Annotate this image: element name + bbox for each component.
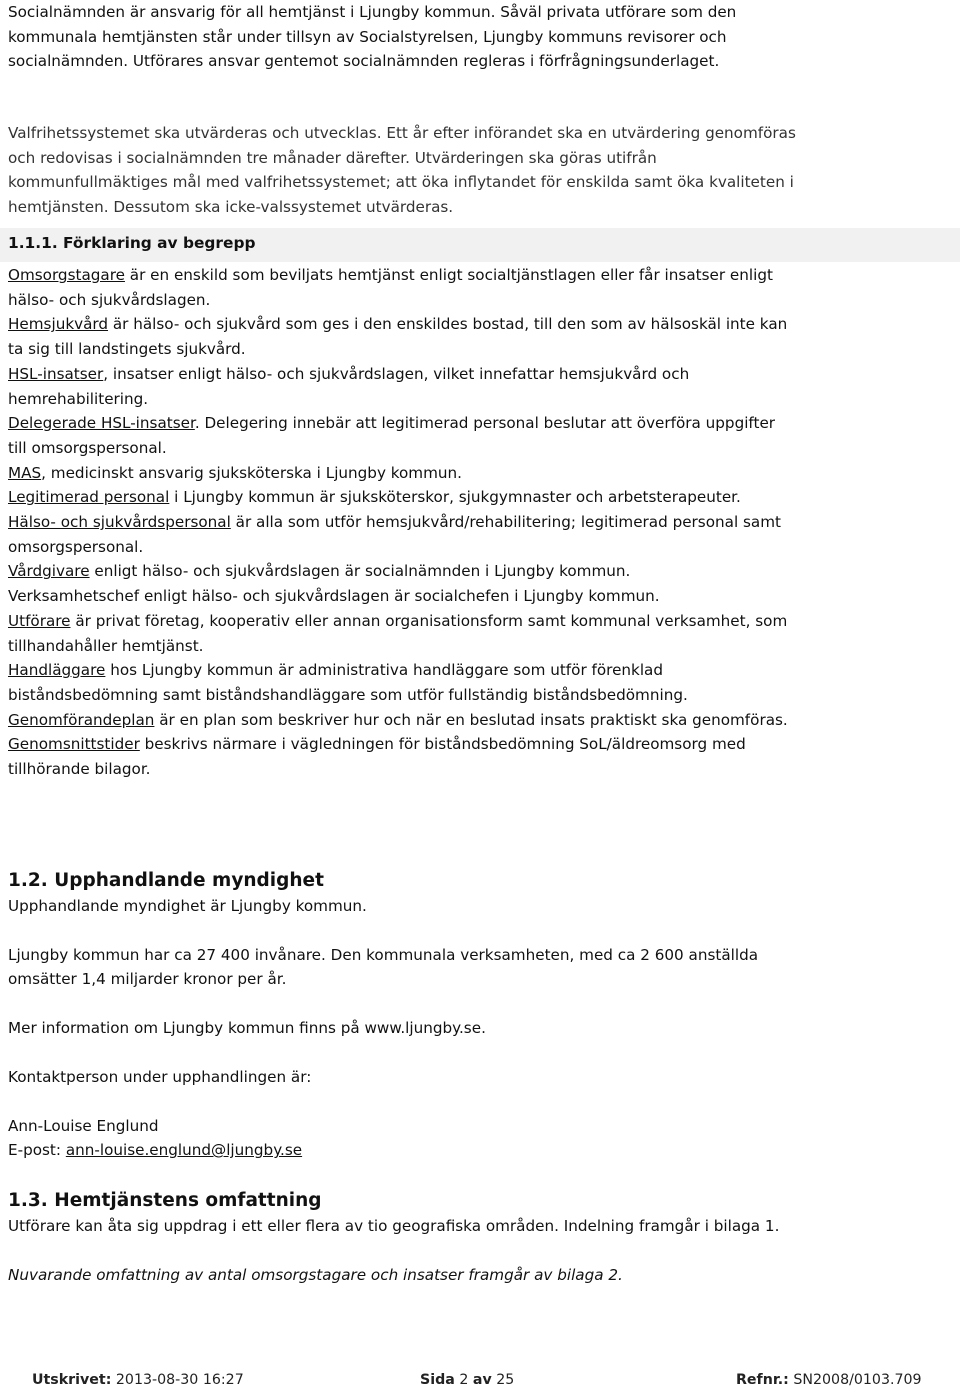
section-1-2-paragraph-3: Mer information om Ljungby kommun finns på www.ljungby.se. [8, 1019, 486, 1038]
section-heading-1-3: 1.3. Hemtjänstens omfattning [8, 1190, 322, 1211]
footer-page-num: 2 [459, 1372, 469, 1388]
definition-term: HSL-insatser [8, 364, 104, 383]
footer-printed-value: 2013-08-30 16:27 [111, 1372, 244, 1388]
section-1-2 [8, 868, 808, 1163]
intro-paragraph-1: Socialnämnden är ansvarig för all hemtjänst i Ljungby kommun. Såväl privata utförare som den kommunala hemtjänsten står under tillsyn av Socialstyrelsen, Ljungby kommuns revisorer och socialnämnden. Utförares ansvar gentemot socialnämnden regleras i förfrågningsunderlaget. [8, 3, 737, 71]
footer-page-number [420, 1372, 514, 1388]
definition-text: , insatser enligt hälso- och sjukvårdslagen, vilket innefattar hemsjukvård och hemrehabilitering. [8, 364, 690, 408]
definition-text: , medicinskt ansvarig sjuksköterska i Ljungby kommun. [41, 463, 462, 482]
footer-page-of: av [472, 1372, 492, 1388]
intro-paragraph-2: Valfrihetssystemet ska utvärderas och utvecklas. Ett år efter införandet ska en utvärdering genomföras och redovisas i socialnämnden tre månader därefter. Utvärderingen ska göras utifrån kommunfullmäktiges mål med valfrihetssystemet; att öka inflytandet för enskilda samt öka kvaliteten i hemtjänsten. Dessutom ska icke-valssystemet utvärderas. [8, 124, 796, 217]
section-heading-1-1-1: 1.1.1. Förklaring av begrepp [8, 234, 256, 252]
definitions-list [8, 263, 798, 782]
definition-item [8, 485, 798, 510]
definition-text: . Delegering innebär att legitimerad personal beslutar att överföra uppgifter till omsorgspersonal. [8, 414, 776, 457]
section-1-3-paragraph-2: Nuvarande omfattning av antal omsorgstagare och insatser framgår av bilaga 2. [8, 1265, 623, 1284]
definition-text: är en plan som beskriver hur och när en beslutad insats praktiskt ska genomföras. [154, 710, 788, 729]
footer-reference [736, 1372, 922, 1388]
definition-text: är privat företag, kooperativ eller annan organisationsform samt kommunal verksamhet, som tillhandahåller hemtjänst. [8, 611, 788, 655]
section-1-2-paragraph-1: Upphandlande myndighet är Ljungby kommun. [8, 897, 367, 915]
definition-term: Vårdgivare [8, 562, 90, 581]
definition-text: Verksamhetschef enligt hälso- och sjukvårdslagen är socialchefen i Ljungby kommun. [8, 587, 660, 606]
definition-item [8, 609, 798, 658]
definition-term: Genomförandeplan [8, 710, 155, 729]
footer-page-label: Sida [420, 1372, 455, 1388]
section-1-3 [8, 1188, 808, 1287]
definition-term: Genomsnittstider [8, 735, 140, 754]
definition-text: beskrivs närmare i vägledningen för biståndsbedömning SoL/äldreomsorg med tillhörande bilagor. [8, 735, 746, 779]
footer-printed [32, 1372, 244, 1388]
definition-term: Delegerade HSL-insatser [8, 414, 195, 433]
definition-item [8, 732, 798, 781]
definition-term: Utförare [8, 611, 71, 630]
definition-text: hos Ljungby kommun är administrativa handläggare som utför förenklad biståndsbedömning samt biståndshandläggare som utför fullständig biståndsbedömning. [8, 661, 688, 704]
definition-term: Omsorgstagare [8, 266, 125, 284]
section-heading-1-2: 1.2. Upphandlande myndighet [8, 870, 324, 891]
page-footer [0, 1372, 960, 1391]
definition-term: MAS [8, 463, 42, 482]
email-label: E-post: [8, 1141, 66, 1160]
definition-term: Hemsjukvård [8, 315, 109, 334]
definition-text: enligt hälso- och sjukvårdslagen är socialnämnden i Ljungby kommun. [89, 562, 631, 581]
definition-item [8, 461, 798, 486]
definition-item [8, 411, 798, 460]
definition-item [8, 658, 798, 707]
contact-email-line [8, 1138, 808, 1163]
definition-term: Legitimerad personal [8, 488, 170, 507]
footer-page-total: 25 [496, 1372, 515, 1388]
definition-text: i Ljungby kommun är sjuksköterskor, sjukgymnaster och arbetsterapeuter. [169, 488, 741, 507]
definition-term: Hälso- och sjukvårdspersonal [8, 513, 231, 532]
footer-printed-label: Utskrivet: [32, 1372, 112, 1388]
definition-text: är en enskild som beviljats hemtjänst enligt socialtjänstlagen eller får insatser enligt hälso- och sjukvårdslagen. [8, 266, 773, 309]
definition-item [8, 559, 798, 584]
definition-item [8, 312, 798, 361]
footer-ref-label: Refnr.: [736, 1372, 789, 1388]
section-heading-bar [0, 228, 960, 262]
section-1-2-paragraph-2: Ljungby kommun har ca 27 400 invånare. Den kommunala verksamheten, med ca 2 600 anställda omsätter 1,4 miljarder kronor per år. [8, 945, 759, 989]
definition-text: är hälso- och sjukvård som ges i den enskildes bostad, till den som av hälsoskäl inte kan ta sig till landstingets sjukvård. [8, 315, 788, 359]
contact-name: Ann-Louise Englund [8, 1116, 159, 1135]
definition-term: Handläggare [8, 661, 106, 680]
definition-item [8, 263, 798, 312]
definition-item [8, 708, 798, 733]
footer-ref-value: SN2008/0103.709 [788, 1372, 922, 1388]
section-1-3-paragraph-1: Utförare kan åta sig uppdrag i ett eller flera av tio geografiska områden. Indelning framgår i bilaga 1. [8, 1217, 780, 1235]
definition-item [8, 510, 798, 559]
email-link[interactable]: ann-louise.englund@ljungby.se [65, 1141, 303, 1160]
definition-text: är alla som utför hemsjukvård/rehabilitering; legitimerad personal samt omsorgspersonal. [8, 513, 781, 556]
definition-item [8, 584, 798, 609]
section-1-2-paragraph-4: Kontaktperson under upphandlingen är: [8, 1067, 312, 1086]
definition-item [8, 362, 798, 411]
